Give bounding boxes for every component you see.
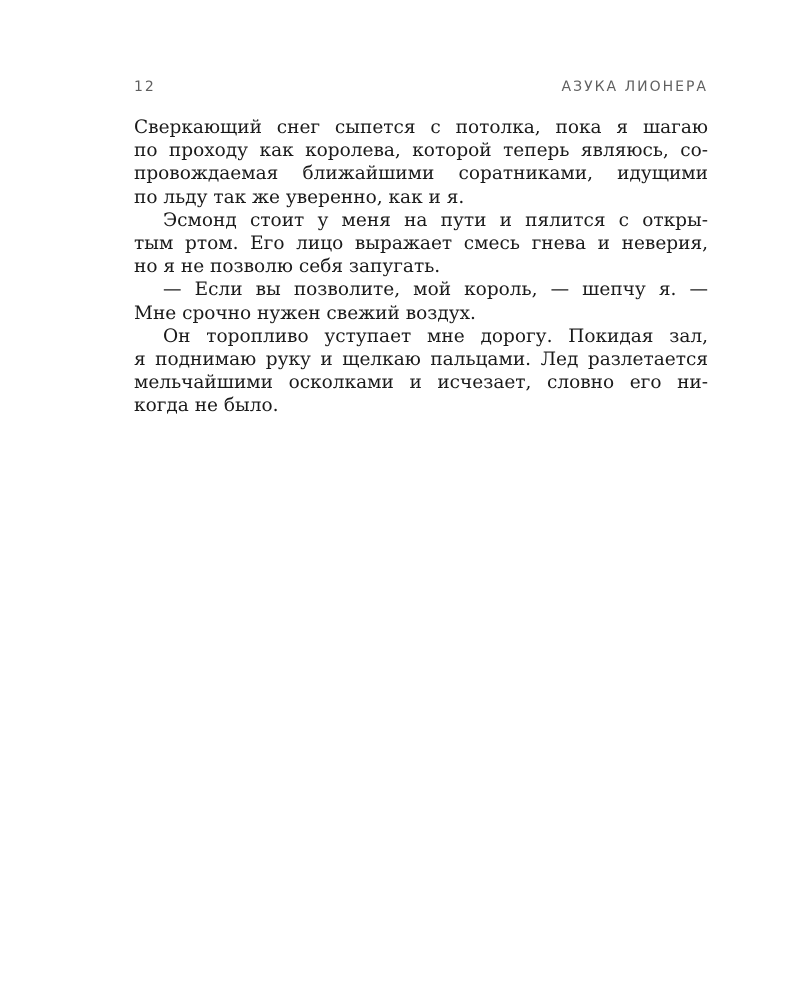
text-line: — Если вы позволите, мой король, — шепчу я. — [163,279,708,301]
text-line: провождаемая ближайшими соратниками, идущими [134,163,708,185]
text-line: по льду так же уверенно, как и я. [134,186,465,208]
running-head-author: АЗУКА ЛИОНЕРА [561,79,708,95]
paragraph [134,278,708,324]
text-line: я поднимаю руку и щелкаю пальцами. Лед разлетается [134,349,708,371]
text-line: Мне срочно нужен свежий воздух. [134,302,476,324]
text-line: когда не было. [134,395,279,417]
text-line: Сверкающий снег сыпется с потолка, пока я шагаю [134,117,708,138]
text-line: тым ртом. Его лицо выражает смесь гнева и неверия, [134,233,708,255]
body-text [134,116,708,418]
text-line: Эсмонд стоит у меня на пути и пялится с откры- [163,209,708,231]
text-line: мельчайшими осколками и исчезает, словно его ни- [134,372,708,394]
running-head [134,79,708,101]
paragraph [134,209,708,279]
text-line: Он торопливо уступает мне дорогу. Покидая зал, [163,325,708,347]
paragraph [134,325,708,418]
page-number: 12 [134,79,156,95]
text-line: но я не позволю себя запугать. [134,256,441,278]
paragraph [134,116,708,209]
text-line: по проходу как королева, которой теперь являюсь, со- [134,140,708,162]
